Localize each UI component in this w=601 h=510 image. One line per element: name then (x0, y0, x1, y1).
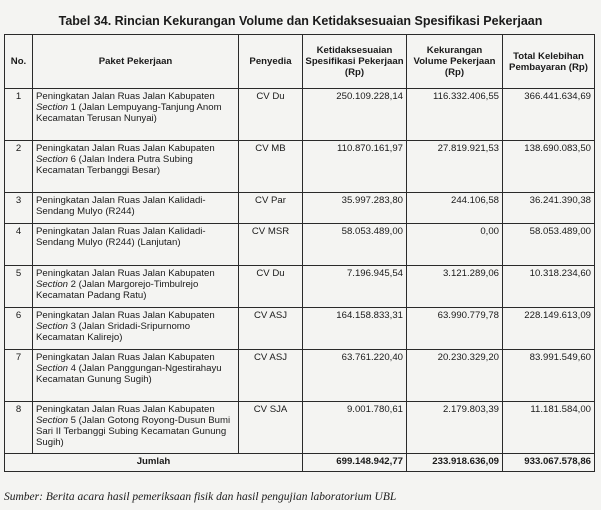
ketidaksesuaian-cell: 9.001.780,61 (303, 402, 407, 454)
table-row (5, 350, 595, 402)
total-kelebihan-cell: 10.318.234,60 (503, 266, 595, 308)
paket-pekerjaan-cell (33, 350, 239, 402)
ketidaksesuaian-cell: 35.997.283,80 (303, 193, 407, 224)
penyedia-cell: CV Par (239, 193, 303, 224)
row-number: 4 (5, 224, 33, 266)
row-number: 8 (5, 402, 33, 454)
paket-text: Peningkatan Jalan Ruas Jalan Kalidadi-Sendang Mulyo (R244) (36, 195, 206, 217)
header-row (5, 35, 595, 89)
total-kelebihan-cell: 228.149.613,09 (503, 308, 595, 350)
kekurangan-cell: 0,00 (407, 224, 503, 266)
paket-text: Peningkatan Jalan Ruas Jalan Kabupaten (36, 352, 215, 363)
table-row (5, 224, 595, 266)
paket-section-word: Section (36, 154, 68, 165)
table-row (5, 402, 595, 454)
total-kelebihan-cell: 366.441.634,69 (503, 89, 595, 141)
ketidaksesuaian-cell: 250.109.228,14 (303, 89, 407, 141)
total-kelebihan-cell: 11.181.584,00 (503, 402, 595, 454)
total-ketidaksesuaian: 699.148.942,77 (303, 454, 407, 472)
paket-text-continued: 1 (Jalan Lempuyang-Tanjung Anom Kecamatan Terusan Nunyai) (36, 102, 222, 124)
total-kelebihan-cell: 36.241.390,38 (503, 193, 595, 224)
total-label: Jumlah (5, 454, 303, 472)
paket-pekerjaan-cell (33, 89, 239, 141)
ketidaksesuaian-cell: 110.870.161,97 (303, 141, 407, 193)
row-number: 2 (5, 141, 33, 193)
paket-text-continued: 2 (Jalan Margorejo-Timbulrejo Kecamatan Padang Ratu) (36, 279, 199, 301)
paket-text: Peningkatan Jalan Ruas Jalan Kabupaten (36, 310, 215, 321)
row-number: 3 (5, 193, 33, 224)
paket-pekerjaan-cell (33, 193, 239, 224)
total-kelebihan: 933.067.578,86 (503, 454, 595, 472)
ketidaksesuaian-cell: 7.196.945,54 (303, 266, 407, 308)
header-penyedia: Penyedia (239, 35, 303, 89)
penyedia-cell: CV ASJ (239, 308, 303, 350)
penyedia-cell: CV ASJ (239, 350, 303, 402)
kekurangan-cell: 20.230.329,20 (407, 350, 503, 402)
paket-text: Peningkatan Jalan Ruas Jalan Kabupaten (36, 404, 215, 415)
penyedia-cell: CV Du (239, 89, 303, 141)
header-paket: Paket Pekerjaan (33, 35, 239, 89)
kekurangan-cell: 63.990.779,78 (407, 308, 503, 350)
penyedia-cell: CV SJA (239, 402, 303, 454)
table-row (5, 141, 595, 193)
row-number: 7 (5, 350, 33, 402)
total-row (5, 454, 595, 472)
total-kelebihan-cell: 58.053.489,00 (503, 224, 595, 266)
paket-section-word: Section (36, 363, 68, 374)
table-row (5, 193, 595, 224)
row-number: 1 (5, 89, 33, 141)
table-row (5, 266, 595, 308)
table-row (5, 308, 595, 350)
penyedia-cell: CV MSR (239, 224, 303, 266)
total-kekurangan: 233.918.636,09 (407, 454, 503, 472)
paket-section-word: Section (36, 415, 68, 426)
paket-text: Peningkatan Jalan Ruas Jalan Kabupaten (36, 268, 215, 279)
source-note: Sumber: Berita acara hasil pemeriksaan fisik dan hasil pengujian laboratorium UBL (4, 491, 397, 503)
paket-section-word: Section (36, 102, 68, 113)
paket-pekerjaan-cell (33, 266, 239, 308)
paket-text: Peningkatan Jalan Ruas Jalan Kabupaten (36, 143, 215, 154)
paket-text: Peningkatan Jalan Ruas Jalan Kalidadi-Sendang Mulyo (R244) (Lanjutan) (36, 226, 206, 248)
header-ketidaksesuaian: Ketidaksesuaian Spesifikasi Pekerjaan (Rp) (303, 35, 407, 89)
paket-text-continued: 4 (Jalan Panggungan-Ngestirahayu Kecamatan Gunung Sugih) (36, 363, 222, 385)
ketidaksesuaian-cell: 164.158.833,31 (303, 308, 407, 350)
data-table (4, 34, 595, 472)
paket-pekerjaan-cell (33, 224, 239, 266)
penyedia-cell: CV MB (239, 141, 303, 193)
header-kekurangan: Kekurangan Volume Pekerjaan (Rp) (407, 35, 503, 89)
total-kelebihan-cell: 83.991.549,60 (503, 350, 595, 402)
paket-section-word: Section (36, 279, 68, 290)
kekurangan-cell: 244.106,58 (407, 193, 503, 224)
kekurangan-cell: 116.332.406,55 (407, 89, 503, 141)
kekurangan-cell: 2.179.803,39 (407, 402, 503, 454)
paket-text-continued: 3 (Jalan Sridadi-Sripurnomo Kecamatan Kalirejo) (36, 321, 191, 343)
penyedia-cell: CV Du (239, 266, 303, 308)
table-row (5, 89, 595, 141)
paket-section-word: Section (36, 321, 68, 332)
paket-text: Peningkatan Jalan Ruas Jalan Kabupaten (36, 91, 215, 102)
header-no: No. (5, 35, 33, 89)
kekurangan-cell: 27.819.921,53 (407, 141, 503, 193)
ketidaksesuaian-cell: 58.053.489,00 (303, 224, 407, 266)
paket-pekerjaan-cell (33, 141, 239, 193)
table-title: Tabel 34. Rincian Kekurangan Volume dan Ketidaksesuaian Spesifikasi Pekerjaan (58, 14, 543, 28)
paket-pekerjaan-cell (33, 308, 239, 350)
total-kelebihan-cell: 138.690.083,50 (503, 141, 595, 193)
kekurangan-cell: 3.121.289,06 (407, 266, 503, 308)
ketidaksesuaian-cell: 63.761.220,40 (303, 350, 407, 402)
paket-text-continued: 6 (Jalan Indera Putra Subing Kecamatan Terbanggi Besar) (36, 154, 193, 176)
paket-pekerjaan-cell (33, 402, 239, 454)
row-number: 6 (5, 308, 33, 350)
header-total: Total Kelebihan Pembayaran (Rp) (503, 35, 595, 89)
paket-text-continued: 5 (Jalan Gotong Royong-Dusun Bumi Sari II Terbanggi Subing Kecamatan Gunung Sugih) (36, 415, 231, 448)
row-number: 5 (5, 266, 33, 308)
